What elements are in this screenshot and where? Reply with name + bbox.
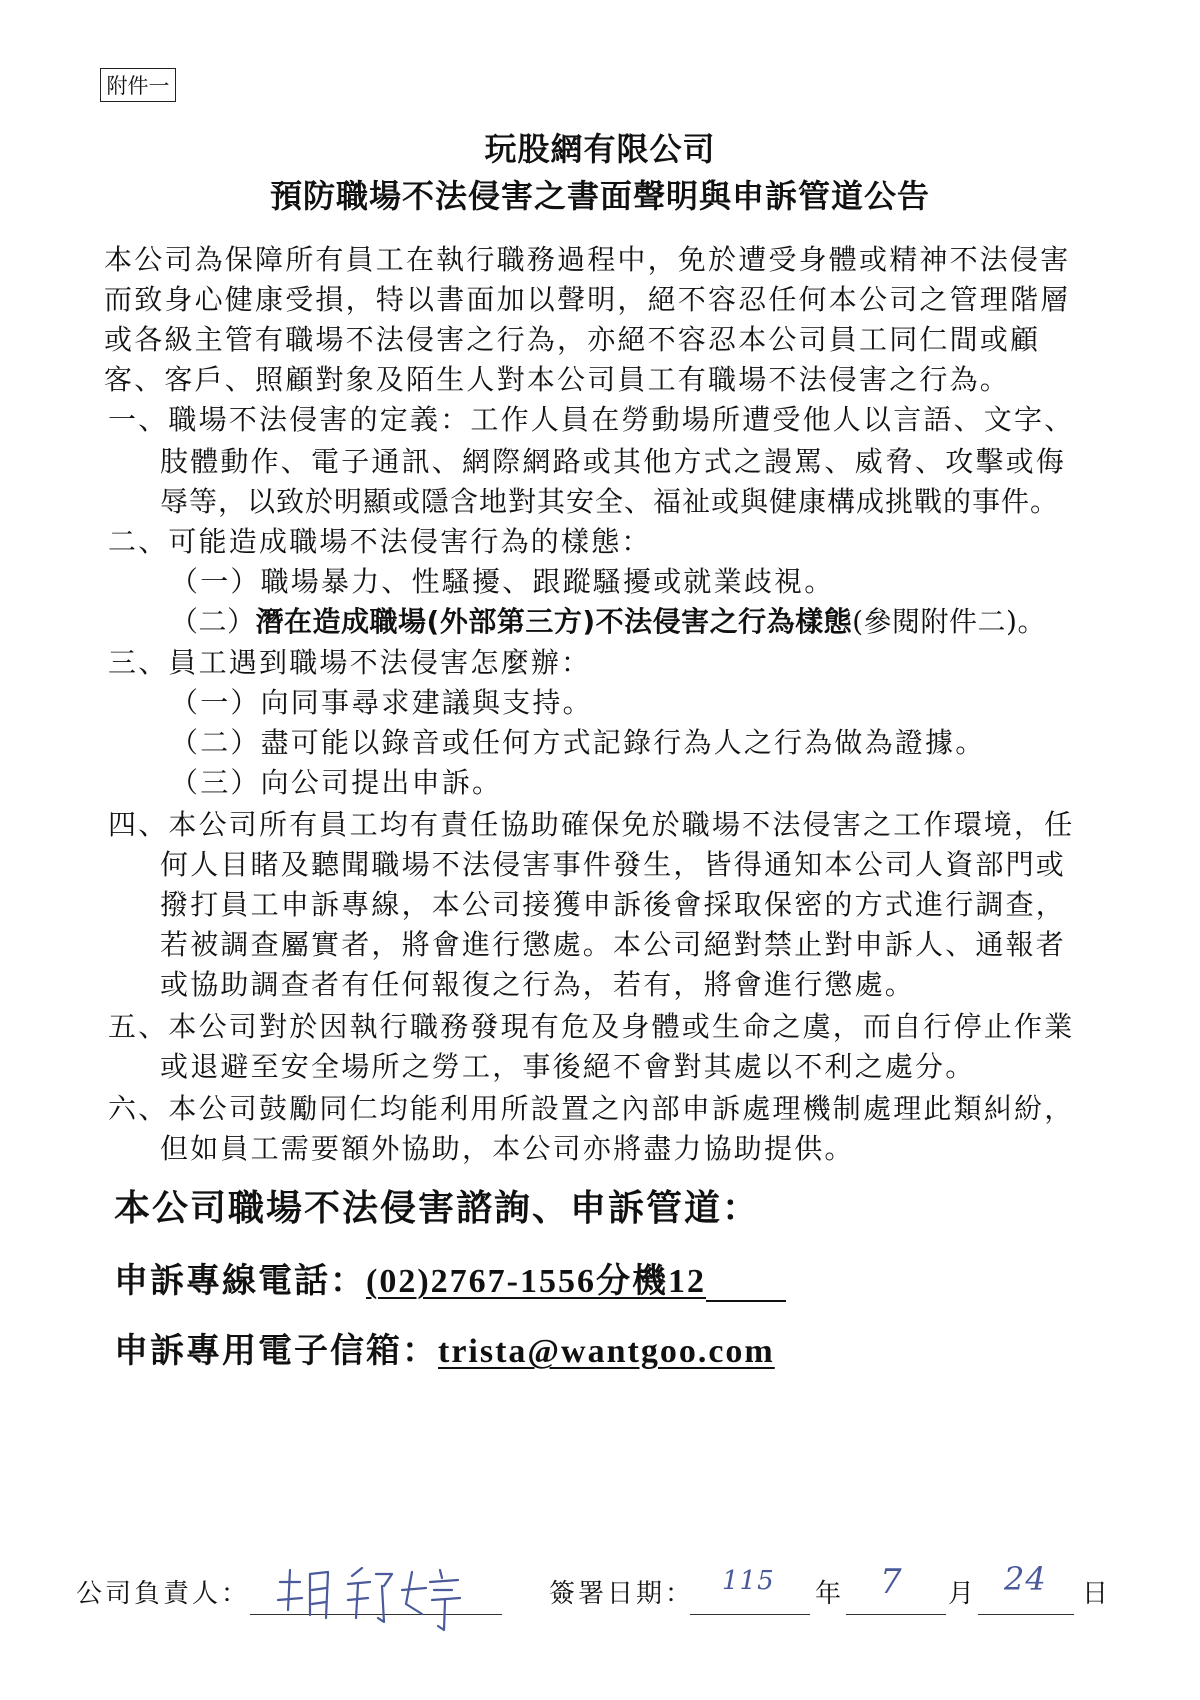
section-4-line-3: 撥打員工申訴專線，本公司接獲申訴後會採取保密的方式進行調查， [160, 888, 1067, 921]
day-line [978, 1614, 1074, 1615]
section-1-line-3: 辱等，以致於明顯或隱含地對其安全、福祉或與健康構成挑戰的事件。 [160, 485, 1060, 518]
section-1-line-2: 肢體動作、電子通訊、網際網路或其他方式之謾罵、威脅、攻擊或侮 [160, 445, 1067, 478]
section-5-line-1: 五、本公司對於因執行職務發現有危及身體或生命之虞，而自行停止作業 [108, 1010, 1075, 1043]
month-line [846, 1614, 946, 1615]
section-2-item-1: （一）職場暴力、性騷擾、跟蹤騷擾或就業歧視。 [170, 565, 835, 598]
intro-line-4: 客、客戶、照顧對象及陌生人對本公司員工有職場不法侵害之行為。 [104, 363, 1011, 396]
section-2-heading: 二、可能造成職場不法侵害行為的樣態： [108, 525, 652, 558]
section-2-item-2-reference: (參閱附件二)。 [852, 605, 1046, 638]
section-3-item-2: （二）盡可能以錄音或任何方式記錄行為人之行為做為證據。 [170, 726, 986, 759]
section-6-line-2: 但如員工需要額外協助，本公司亦將盡力協助提供。 [160, 1132, 855, 1165]
email-label: 申訴專用電子信箱： [114, 1331, 438, 1371]
phone-label: 申訴專線電話： [114, 1261, 366, 1301]
section-2-item-2 [170, 600, 1046, 640]
day-unit: 日 [1082, 1579, 1112, 1609]
email-address[interactable]: trista@wantgoo.com [438, 1333, 775, 1370]
attachment-label: 附件一 [100, 68, 176, 102]
section-3-item-3: （三）向公司提出申訴。 [170, 766, 503, 799]
intro-line-3: 或各級主管有職場不法侵害之行為，亦絕不容忍本公司員工同仁間或顧 [104, 323, 1041, 356]
date-label: 簽署日期： [549, 1579, 695, 1609]
month-value: 7 [880, 1562, 905, 1602]
responsible-label: 公司負責人： [76, 1579, 251, 1609]
channels-heading: 本公司職場不法侵害諮詢、申訴管道： [114, 1188, 761, 1229]
phone-row [114, 1253, 786, 1302]
document-title: 預防職場不法侵害之書面聲明與申訴管道公告 [269, 177, 930, 215]
month-unit: 月 [948, 1579, 978, 1609]
year-line [690, 1614, 810, 1615]
handwritten-signature [270, 1560, 500, 1635]
section-4-line-4: 若被調查屬實者，將會進行懲處。本公司絕對禁止對申訴人、通報者 [160, 928, 1067, 961]
section-3-item-1: （一）向同事尋求建議與支持。 [170, 686, 593, 719]
year-value: 115 [722, 1566, 775, 1596]
section-4-line-2: 何人目睹及聽聞職場不法侵害事件發生，皆得通知本公司人資部門或 [160, 848, 1067, 881]
section-6-line-1: 六、本公司鼓勵同仁均能利用所設置之內部申訴處理機制處理此類糾紛， [108, 1092, 1075, 1125]
section-3-heading: 三、員工遇到職場不法侵害怎麼辦： [108, 646, 592, 679]
section-5-line-2: 或退避至安全場所之勞工，事後絕不會對其處以不利之處分。 [160, 1050, 976, 1083]
section-2-item-2-number: （二） [170, 605, 256, 638]
section-2-item-2-emphasis: 潛在造成職場(外部第三方)不法侵害之行為樣態 [255, 605, 853, 638]
day-value: 24 [1004, 1560, 1047, 1598]
phone-number[interactable]: (02)2767-1556分機12 [366, 1263, 706, 1300]
year-unit: 年 [815, 1579, 845, 1609]
intro-line-1: 本公司為保障所有員工在執行職務過程中，免於遭受身體或精神不法侵害 [104, 243, 1071, 276]
email-row [114, 1323, 775, 1372]
section-4-line-5: 或協助調查者有任何報復之行為，若有，將會進行懲處。 [160, 968, 916, 1001]
phone-underline-fill [706, 1266, 786, 1302]
intro-line-2: 而致身心健康受損，特以書面加以聲明，絕不容忍任何本公司之管理階層 [104, 283, 1071, 316]
section-4-line-1: 四、本公司所有員工均有責任協助確保免於職場不法侵害之工作環境，任 [108, 808, 1075, 841]
section-1-line-1: 一、職場不法侵害的定義：工作人員在勞動場所遭受他人以言語、文字、 [108, 403, 1075, 436]
company-name: 玩股網有限公司 [484, 130, 716, 168]
